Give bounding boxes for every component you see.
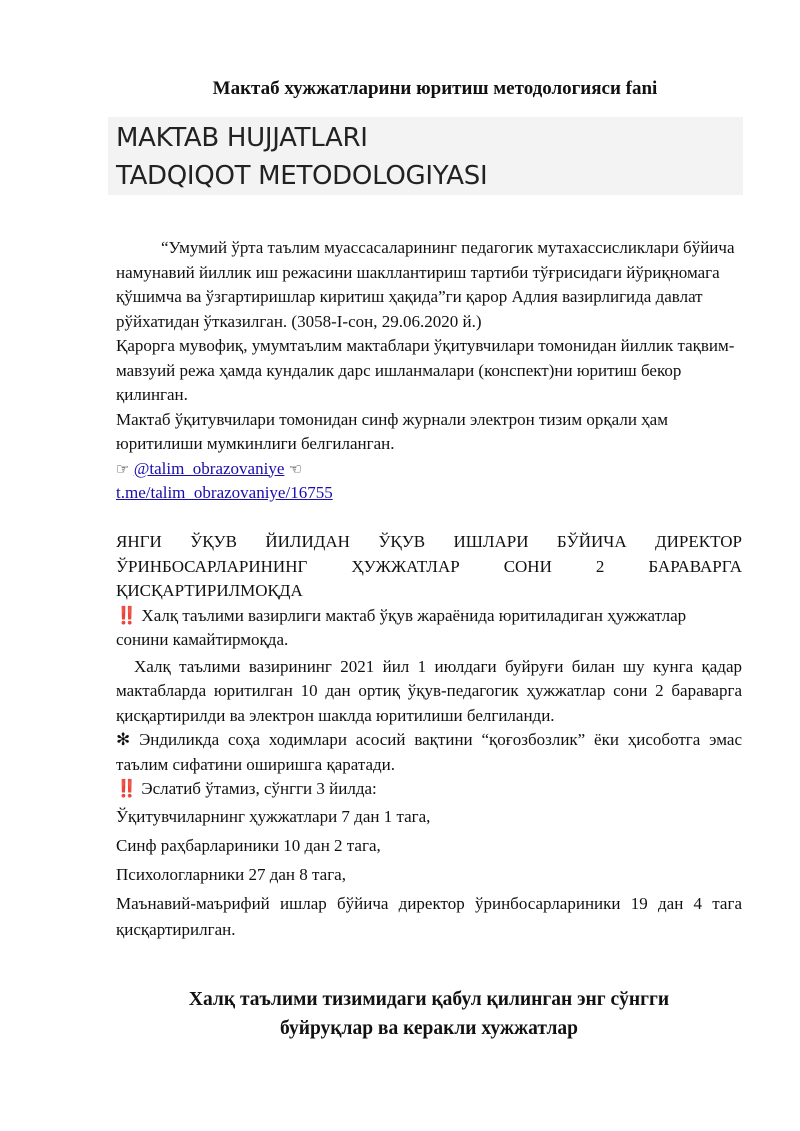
- list-item-text: Ўқитувчиларнинг ҳужжатлари 7 дан 1 тага,: [116, 807, 431, 826]
- list-item: [116, 834, 742, 860]
- news-paragraph-2: Халқ таълими вазирининг 2021 йил 1 июлдаги буйруғи билан шу кунга қадар мактабларда юритилган 10 дан ортиқ ўқув-педагогик ҳужжатлар сони 2 бараварга қисқартирилди ва электрон шаклда юритилиши белгиланди.: [116, 656, 742, 725]
- list-item: [116, 805, 742, 831]
- footer-heading: [116, 985, 742, 1043]
- channel-link-line: [116, 481, 742, 506]
- paragraph-decree: “Умумий ўрта таълим муассасаларининг педагогик мутахассисликлари бўйича намунавий йиллик иш режасини шакллантириш тартиби тўғрисидаги йўриқномага қўшимча ва ўзгартиришлар киритиш ҳақида”ги қарор Адлия вазирлигида давлат рўйхатидан ўтказилган. (3058-I-сон, 29.06.2020 й.): [116, 238, 735, 331]
- asterisk-icon: ✻: [116, 730, 131, 750]
- channel-post-link[interactable]: t.me/talim_obrazovaniye/16755: [116, 483, 333, 502]
- news-paragraph-3: Эндиликда соҳа ходимлари асосий вақтини “қоғозбозлик” ёки ҳисоботга эмас таълим сифатини оширишга қаратади.: [116, 730, 743, 774]
- list-item-text: Синф раҳбарлариники 10 дан 2 тага,: [116, 836, 381, 855]
- document-title: Мактаб хужжатларини юритиш методологияси fani: [212, 78, 658, 99]
- paragraph-cancellation: Қарорга мувофиқ, умумтаълим мактаблари ўқитувчилари томонидан йиллик тақвим-мавзуий режа ҳамда кундалик дарс ишланмалари (конспект)ни юритиш бекор қилинган.: [116, 336, 735, 404]
- channel-handle-line: [116, 457, 742, 482]
- intro-section: [116, 236, 742, 506]
- news-paragraph-1: ‼️ Халқ таълими вазирлиги мактаб ўқув жараёнида юритиладиган ҳужжатлар сонини камайтирмоқда.: [116, 605, 687, 649]
- list-item-text: Маънавий-маърифий ишлар бўйича директор ўринбосарлариники 19 дан 4 тага қисқартирилган.: [116, 894, 742, 939]
- news-section: [116, 530, 742, 942]
- list-item: [116, 892, 742, 942]
- title-banner: [108, 117, 743, 195]
- pointing-right-icon: ☞: [116, 459, 130, 478]
- news-paragraph-3-wrap: [116, 728, 742, 777]
- footer-heading-line-1: Халқ таълими тизимидаги қабул қилинган энг сўнгги: [188, 989, 670, 1010]
- news-paragraph-4: ‼️ Эслатиб ўтамиз, сўнгги 3 йилда:: [116, 779, 377, 798]
- channel-handle-link[interactable]: @talim_obrazovaniye: [133, 458, 285, 478]
- banner-line-1: MAKTAB HUJJATLARI: [116, 123, 368, 153]
- news-heading: ЯНГИ ЎҚУВ ЙИЛИДАН ЎҚУВ ИШЛАРИ БЎЙИЧА ДИРЕКТОР ЎРИНБОСАРЛАРИНИНГ ҲУЖЖАТЛАР СОНИ 2 БАРАВАРГА ҚИСҚАРТИРИЛМОҚДА: [116, 532, 742, 600]
- pointing-left-icon: ☜: [288, 459, 303, 478]
- list-item-text: Психологларники 27 дан 8 тага,: [116, 865, 346, 884]
- footer-heading-line-2: буйруқлар ва керакли хужжатлар: [279, 1018, 579, 1039]
- paragraph-journal: Мактаб ўқитувчилари томонидан синф журнали электрон тизим орқали ҳам юритилиши мумкинлиги белгиланган.: [116, 409, 668, 453]
- banner-line-2: TADQIQOT METODOLOGIYASI: [116, 161, 488, 191]
- list-item: [116, 863, 742, 889]
